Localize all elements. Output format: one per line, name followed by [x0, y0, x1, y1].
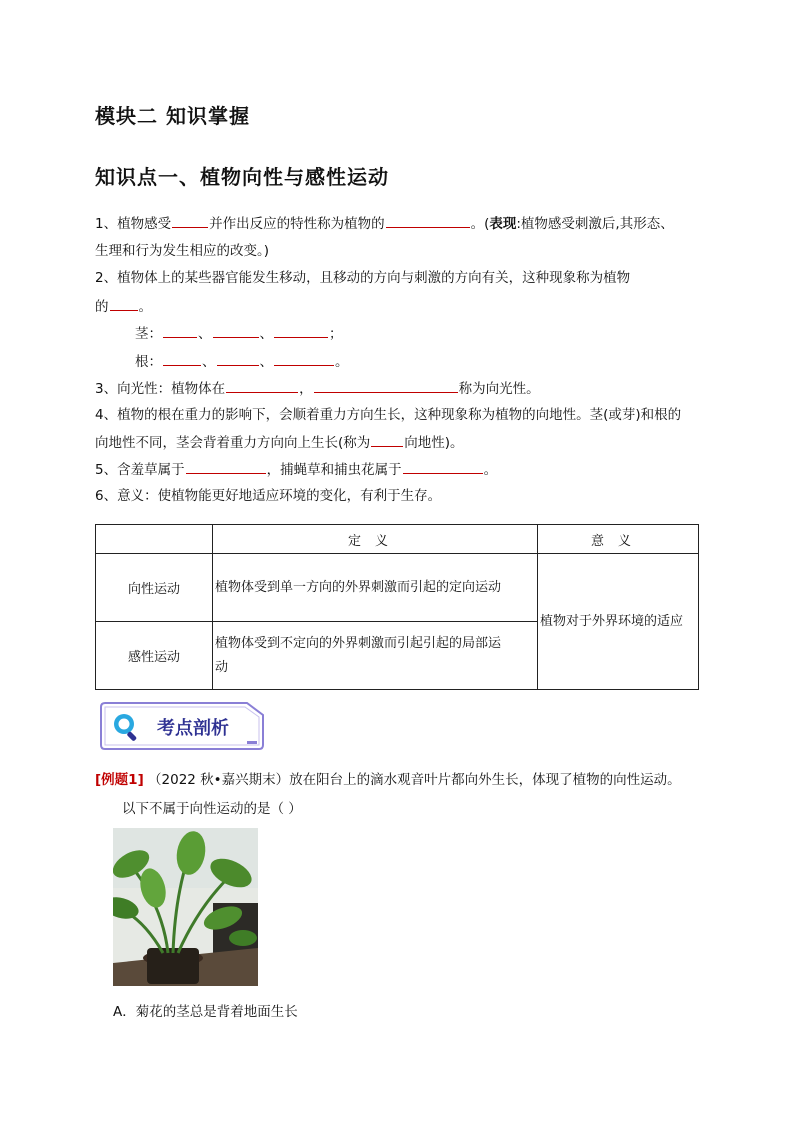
root-label: 根：: [135, 354, 162, 370]
row-def-nastic-line1: 植物体受到不定向的外界刺激而引起引起的局部运: [215, 635, 502, 651]
header-definition: 定义: [213, 525, 538, 554]
item-4-text-b: 向地性)。: [404, 435, 464, 451]
item-1: [95, 213, 674, 234]
blank[interactable]: [163, 323, 197, 338]
blank[interactable]: [217, 351, 259, 366]
blank[interactable]: [386, 213, 470, 228]
item-1-line2: 生理和行为发生相应的改变。): [95, 243, 270, 259]
row-label-tropism: 向性运动: [96, 554, 213, 622]
blank[interactable]: [110, 296, 138, 311]
sep: 、: [259, 326, 273, 342]
table-corner: [96, 525, 213, 554]
blank[interactable]: [274, 323, 328, 338]
item-4-line1: 4、植物的根在重力的影响下，会顺着重力方向生长，这种现象称为植物的向地性。茎(或芽)和根的: [95, 407, 682, 423]
analysis-badge: [97, 701, 265, 751]
example-1: [95, 770, 681, 790]
blank[interactable]: [163, 351, 201, 366]
blank[interactable]: [403, 459, 483, 474]
blank[interactable]: [226, 378, 298, 393]
blank[interactable]: [314, 378, 458, 393]
item-1-text-c: 。(: [470, 216, 490, 232]
item-5-text-a: 5、含羞草属于: [95, 462, 185, 478]
sep: 、: [202, 354, 216, 370]
example-text: （2022 秋•嘉兴期末）放在阳台上的滴水观音叶片都向外生长，体现了植物的向性运动。: [148, 772, 681, 788]
item-3-text-a: 3、向光性：植物体在: [95, 381, 226, 397]
item-6: 6、意义：使植物能更好地适应环境的变化，有利于生存。: [95, 488, 442, 504]
option-a[interactable]: A．菊花的茎总是背着地面生长: [113, 1004, 298, 1020]
sep: 、: [259, 354, 273, 370]
header-meaning: 意义: [538, 525, 699, 554]
badge-label: 考点剖析: [157, 718, 229, 739]
section-title: 知识点一、植物向性与感性运动: [95, 165, 389, 189]
item-2-text-b: 。: [138, 299, 152, 315]
blank[interactable]: [274, 351, 334, 366]
example-question: 以下不属于向性运动的是（ ）: [122, 801, 302, 817]
meaning-cell: 植物对于外界环境的适应: [538, 554, 699, 690]
item-3-text-b: 称为向光性。: [458, 381, 540, 397]
motion-table: [95, 524, 699, 690]
row-def-tropism: 植物体受到单一方向的外界刺激而引起的定向运动: [213, 554, 538, 622]
sep: 、: [198, 326, 212, 342]
item-4-text-a: 向地性不同，茎会背着重力方向向上生长(称为: [95, 435, 371, 451]
root-line: [135, 351, 349, 372]
item-2-line1: 2、植物体上的某些器官能发生移动，且移动的方向与刺激的方向有关，这种现象称为植物: [95, 270, 631, 286]
module-title: 模块二 知识掌握: [95, 104, 250, 128]
item-3-comma: ，: [299, 381, 313, 397]
blank[interactable]: [172, 213, 208, 228]
item-2-line2: [95, 296, 152, 317]
blank[interactable]: [213, 323, 259, 338]
example-tag: [例题1]: [95, 772, 144, 788]
row-label-nastic: 感性运动: [96, 622, 213, 690]
item-5-text-c: 。: [483, 462, 498, 478]
stem-line: [135, 323, 343, 344]
semicolon: ；: [329, 326, 343, 342]
item-2-text-a: 的: [95, 299, 109, 315]
item-1-text-b: 并作出反应的特性称为植物的: [209, 216, 385, 232]
plant-photo: [113, 828, 258, 986]
item-5-text-b: ，捕蝇草和捕虫花属于: [266, 462, 402, 478]
blank[interactable]: [186, 459, 266, 474]
row-def-nastic: [213, 622, 538, 690]
item-1-text-d: :植物感受刺激后,其形态、: [516, 216, 674, 232]
period: 。: [335, 354, 349, 370]
stem-label: 茎：: [135, 326, 162, 342]
item-3: [95, 378, 540, 399]
item-1-bold: 表现: [489, 216, 517, 232]
row-def-nastic-line2: 动: [215, 659, 229, 675]
blank[interactable]: [371, 432, 403, 447]
search-icon: [111, 711, 141, 741]
item-4-line2: [95, 432, 464, 453]
item-1-text-a: 1、植物感受: [95, 216, 172, 232]
item-5: [95, 459, 497, 480]
